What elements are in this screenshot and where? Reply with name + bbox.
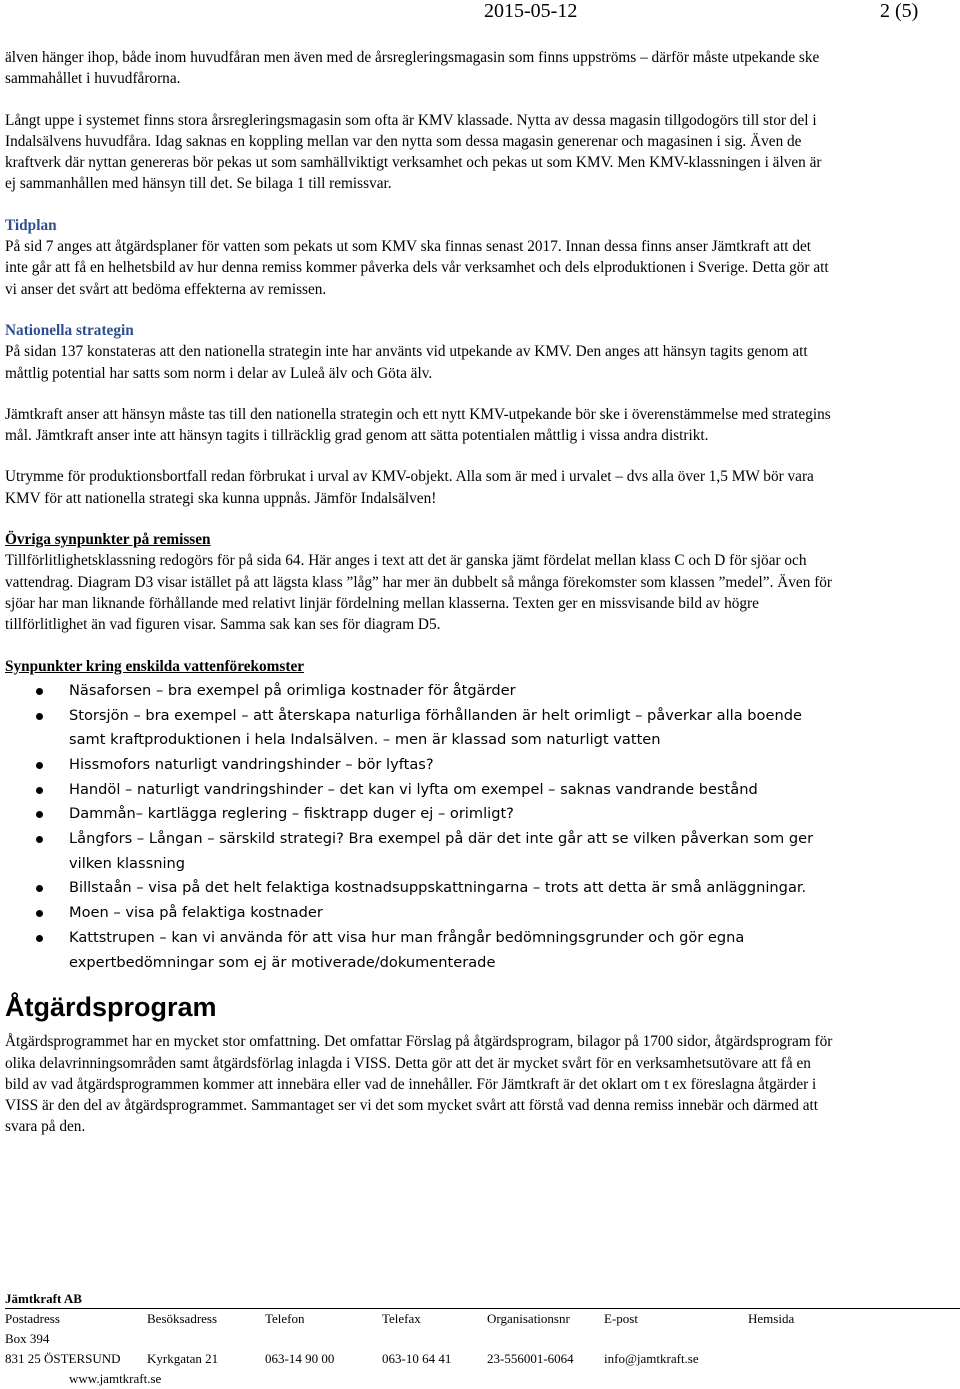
org-number: 23-556001-6064 — [487, 1351, 574, 1366]
section-heading: Övriga synpunkter på remissen — [5, 531, 211, 549]
postbox: Box 394 — [5, 1331, 50, 1346]
list-item: Långfors – Långan – särskild strategi? Bra exempel på där det inte går att se vilken påverkan som ger vilken klassning — [69, 827, 835, 876]
paragraph: älven hänger ihop, både inom huvudfåran men även med de årsregleringsmagasin som finns uppströms – därför måste utpekande ske sammahållet i huvudfårorna. — [5, 49, 820, 88]
document-body — [5, 47, 835, 1138]
list-item: Hissmofors naturligt vandringshinder – bör lyftas? — [69, 753, 835, 778]
footer-labels-row — [5, 1309, 960, 1329]
atgardsprogram-heading: Åtgärdsprogram — [5, 992, 217, 1023]
list-item: Moen – visa på felaktiga kostnader — [69, 901, 835, 926]
label-besoksadress: Besöksadress — [147, 1311, 218, 1326]
footer-web-row — [5, 1369, 960, 1389]
email-link[interactable]: info@jamtkraft.se — [604, 1351, 699, 1366]
footer-values-row — [5, 1349, 960, 1369]
section-heading: Synpunkter kring enskilda vattenförekomster — [5, 657, 305, 675]
footer-box-row — [5, 1329, 960, 1349]
label-epost: E-post — [604, 1311, 638, 1326]
company-name: Jämtkraft AB — [5, 1291, 82, 1306]
list-item: Storsjön – bra exempel – att återskapa naturliga förhållanden är helt orimligt – påverkar alla boende samt kraftproduktionen i hela Indalsälven. – men är klassad som naturligt vatten — [69, 704, 835, 753]
paragraph: Utrymme för produktionsbortfall redan förbrukat i urval av KMV-objekt. Alla som är med i urvalet – dvs alla över 1,5 MW bör vara KMV för att nationella strategi ska kunna uppnås. Jämför Indalsälven! — [5, 468, 814, 507]
label-telefax: Telefax — [382, 1311, 421, 1326]
label-postadress: Postadress — [5, 1311, 60, 1326]
page-header — [0, 0, 960, 24]
section-synpunkter-vattenforekomster — [5, 656, 835, 976]
postal-address: 831 25 ÖSTERSUND — [5, 1351, 121, 1366]
list-item: Näsaforsen – bra exempel på orimliga kostnader för åtgärder — [69, 679, 835, 704]
section-heading: Nationella strategin — [5, 321, 134, 339]
page-footer — [5, 1289, 960, 1389]
header-date: 2015-05-12 — [484, 0, 578, 22]
page-number: 2 (5) — [880, 0, 919, 22]
section-nationella-strategin — [5, 320, 835, 384]
section-text: På sidan 137 konstateras att den nationella strategin inte har använts vid utpekande av KMV. Den anges att hänsyn tagits genom att måttlig potential har satts som norm i delar av Luleå älv och Göta älv. — [5, 343, 808, 382]
visit-address: Kyrkgatan 21 — [147, 1351, 219, 1366]
section-text: Tillförlitlighetsklassning redogörs för på sida 64. Här anges i text att det är ganska jämt fördelat mellan klass C och D för sjöar och vattendrag. Diagram D3 visar istället på att lägsta klass ”låg” har mer än dubbelt så många förekomster som klassen ”medel”. Även för sjöar har man liknande förhållande med relativt linjär fördelning mellan klasserna. Texten ger en missvisande bild av högre tillförlitlighet än vad figuren visar. Samma sak kan ses för diagram D5. — [5, 552, 833, 634]
website-link[interactable]: www.jamtkraft.se — [69, 1371, 162, 1386]
section-text: På sid 7 anges att åtgärdsplaner för vatten som pekats ut som KMV ska finnas senast 2017. Innan dessa finns anser Jämtkraft att det inte går att få en helhetsbild av hur denna remiss kommer påverka dels vår verksamhet och dels elproduktionen i Sverige. Detta gör att vi anser det svårt att bedöma effekterna av remissen. — [5, 238, 829, 298]
phone-number: 063-14 90 00 — [265, 1351, 335, 1366]
atgardsprogram-text: Åtgärdsprogrammet har en mycket stor omfattning. Det omfattar Förslag på åtgärdsprogram, bilagor på 1700 sidor, åtgärdsprogram för olika delavrinningsområden samt åtgärdsförlag inlagda i VISS. Detta gör att det är mycket svårt för en verksamhetsutövare att få en bild av vad åtgärdsprogrammen kommer att innebära eller vad de innehåller. För Jämtkraft är det oklart om t ex föreslagna åtgärder i VISS är den del av åtgärdsprogrammet. Sammantaget ser vi det som mycket svårt att förstå vad denna remiss innebär och därmed att svara på den. — [5, 1033, 833, 1136]
label-organisationsnr: Organisationsnr — [487, 1311, 570, 1326]
paragraph: Jämtkraft anser att hänsyn måste tas till den nationella strategin och ett nytt KMV-utpekande bör ske i överenstämmelse med strategins mål. Jämtkraft anser inte att hänsyn tagits i tillräcklig grad genom att sätta potentialen måttlig i vissa andra distrikt. — [5, 405, 831, 445]
list-item: Billstaån – visa på det helt felaktiga kostnadsuppskattningarna – trots att detta är små anläggningar. — [69, 876, 835, 901]
bullet-list — [5, 679, 835, 975]
list-item: Dammån– kartlägga reglering – fisktrapp duger ej – orimligt? — [69, 802, 835, 827]
paragraph: Långt uppe i systemet finns stora årsregleringsmagasin som ofta är KMV klassade. Nytta av dessa magasin tillgodogörs till stor del i Indalsälvens huvudfåra. Idag saknas en koppling mellan var den nytta som dessa magasin generenar och magasinen i sig. Även de kraftverk där nyttan genereras bör pekas ut som samhällviktigt verksamhet och pekas ut som KMV. Men KMV-klassningen i älven är ej sammanhållen med hänsyn till det. Se bilaga 1 till remissvar. — [5, 111, 822, 193]
fax-number: 063-10 64 41 — [382, 1351, 452, 1366]
label-telefon: Telefon — [265, 1311, 305, 1326]
list-item: Kattstrupen – kan vi använda för att visa hur man frångår bedömningsgrunder och gör egna expertbedömningar som ej är motiverade/dokumenterade — [69, 926, 835, 975]
list-item: Handöl – naturligt vandringshinder – det kan vi lyfta om exempel – saknas vandrande bestånd — [69, 778, 835, 803]
section-tidplan — [5, 215, 835, 300]
section-ovriga-synpunkter — [5, 529, 835, 635]
section-heading: Tidplan — [5, 216, 57, 234]
label-hemsida: Hemsida — [748, 1311, 795, 1326]
